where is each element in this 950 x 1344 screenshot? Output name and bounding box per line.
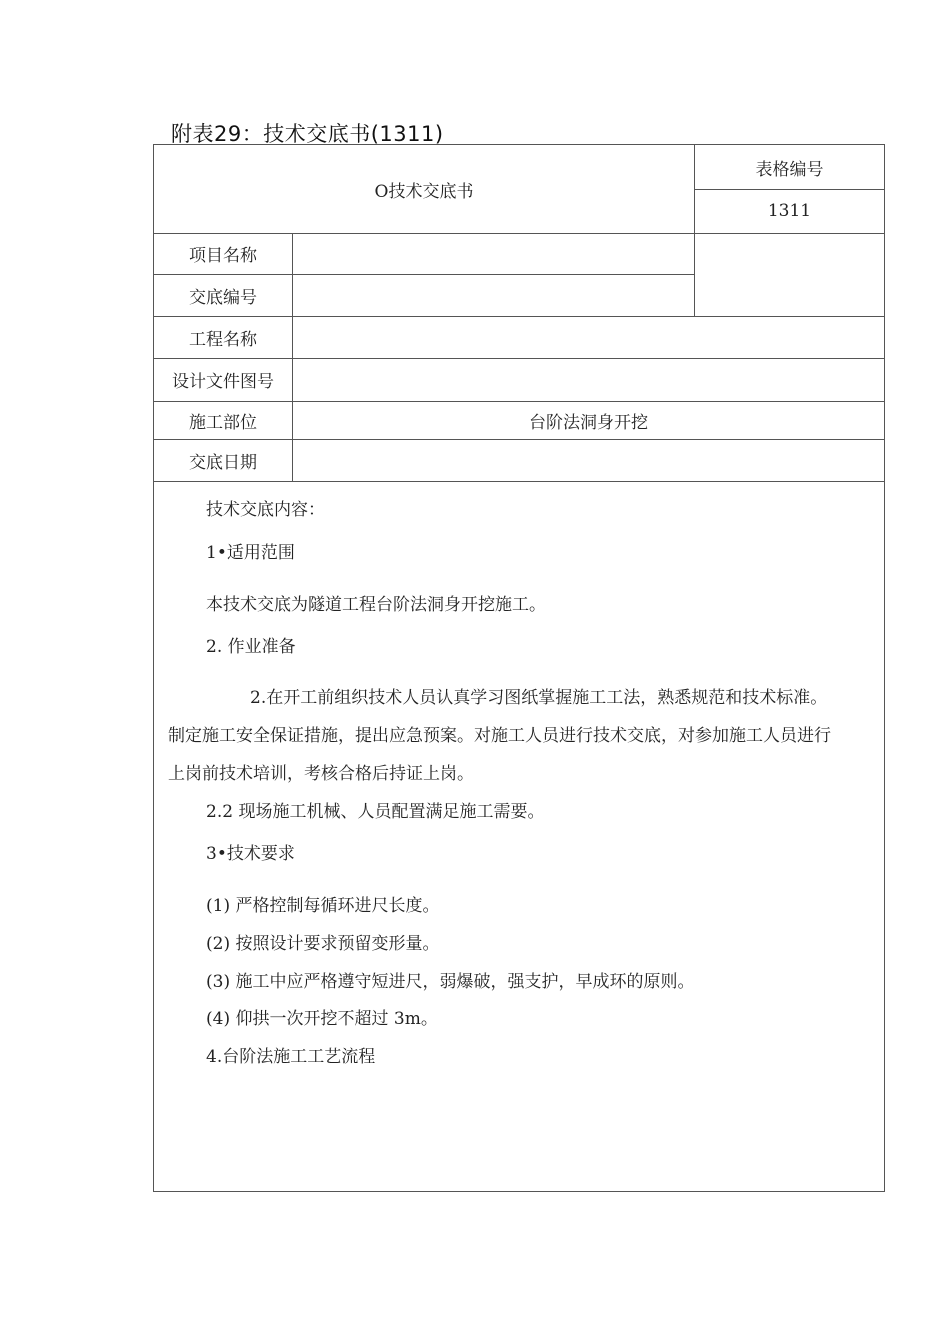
requirement-3: (3) 施工中应严格遵守短进尺，弱爆破，强支护，早成环的原则。 [206,972,695,992]
value-briefing-number [292,274,694,316]
section-2-2: 2.2 现场施工机械、人员配置满足施工需要。 [206,802,545,822]
label-project-name: 项目名称 [189,246,257,266]
section-2-1-line-3: 上岗前技术培训，考核合格后持证上岗。 [168,764,474,784]
section-2-1-line-1: 2.在开工前组织技术人员认真学习图纸掌握施工工法，熟悉规范和技术标准。 [250,688,828,708]
label-briefing-date: 交底日期 [189,452,257,473]
value-project-name [292,233,694,274]
label-design-drawing-number: 设计文件图号 [172,372,274,392]
rule-row-6 [154,481,885,482]
section-2-title: 2. 作业准备 [206,637,296,657]
content-heading: 技术交底内容： [206,500,325,520]
value-work-name [292,316,885,358]
section-1-title: 1•适用范围 [206,543,295,563]
value-briefing-date [292,439,885,481]
form-code-label: 表格编号 [755,159,824,180]
label-construction-part: 施工部位 [189,412,257,433]
label-briefing-number: 交底编号 [189,287,257,308]
page-title: 附表29：技术交底书(1311) [171,122,444,146]
technical-briefing-form [153,144,885,1192]
form-code-value: 1311 [767,201,812,221]
form-title: O技术交底书 [374,181,474,202]
section-3-title: 3•技术要求 [206,844,295,864]
value-construction-part: 台阶法洞身开挖 [529,412,648,433]
section-2-1-line-2: 制定施工安全保证措施，提出应急预案。对施工人员进行技术交底，对参加施工人员进行 [168,726,831,746]
section-4-title: 4.台阶法施工工艺流程 [206,1047,376,1067]
value-design-drawing-number [292,358,885,401]
label-work-name: 工程名称 [189,329,257,350]
section-1-text: 本技术交底为隧道工程台阶法洞身开挖施工。 [206,595,546,615]
requirement-1: (1) 严格控制每循环进尺长度。 [206,896,440,916]
requirement-4: (4) 仰拱一次开挖不超过 3m。 [206,1009,438,1029]
requirement-2: (2) 按照设计要求预留变形量。 [206,934,440,954]
